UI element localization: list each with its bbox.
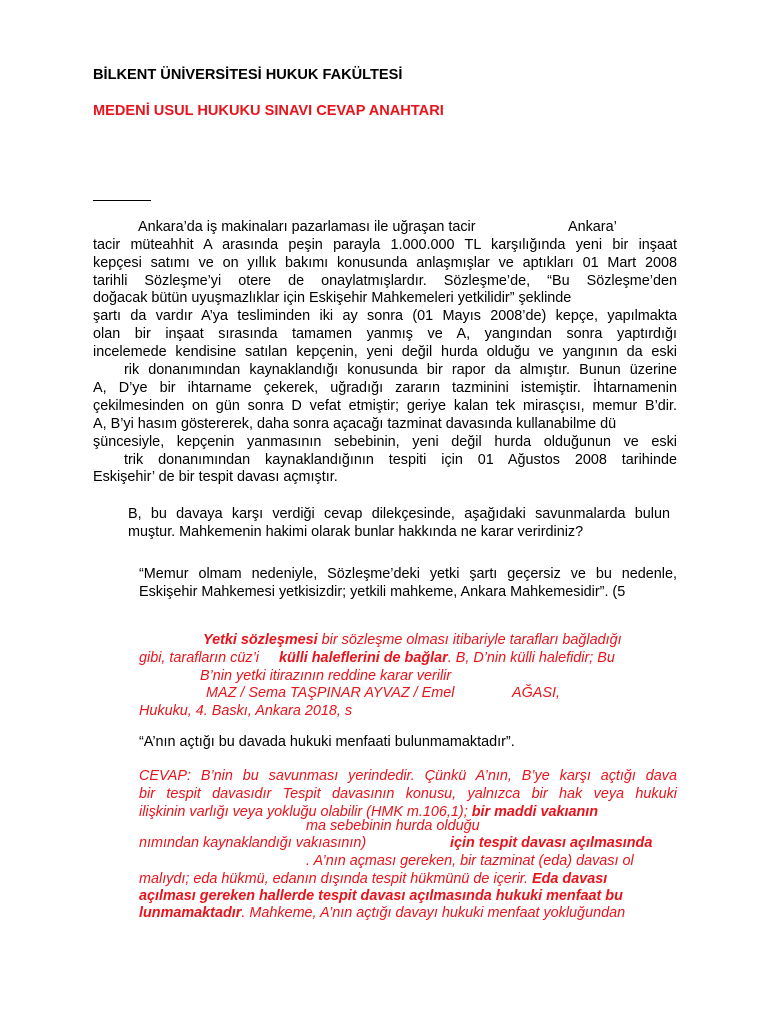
case-line: A, D’ye bir ihtarname çekerek, uğradığı zararın tazminini istemiştir. İhtarnamenin	[93, 380, 677, 396]
answer-line	[139, 904, 625, 922]
case-line: doğacak bütün uyuşmazlıklar için Eskişehir Mahkemeleri yetkilidir” şeklinde	[93, 290, 572, 306]
answer-line: CEVAP: B’nin bu savunması yerindedir. Çünkü A’nın, B’ye karşı açtığı dava	[139, 768, 677, 784]
defense-quote: “Memur olmam nedeniyle, Sözleşme’deki yetki şartı geçersiz ve bu nedenle,	[139, 566, 677, 582]
answer-line: B’nin yetki itirazının reddine karar verilir	[200, 668, 452, 684]
answer-line: nımından kaynaklandığı vakıasının)	[139, 835, 367, 851]
case-line: tarihli Sözleşme’yi otere de onaylatmışlardır. Sözleşme’de, “Bu Sözleşme’den	[93, 273, 677, 289]
case-line: rik donanımından kaynaklandığı konusunda bir rapor da almıştır. Bunun üzerine	[124, 362, 677, 378]
divider-rule	[93, 200, 151, 201]
answer-line	[203, 631, 622, 649]
case-line: A, B’yi hasım göstererek, daha sonra açacağı tazminat davasında kullanabilme dü	[93, 416, 617, 432]
answer-line	[139, 649, 615, 667]
answer-text: gibi, tarafların cüz’i	[139, 650, 259, 666]
answer-bold: bir maddi vakıanın	[471, 804, 599, 820]
case-line: şüncesiyle, kepçenin yanmasının sebebinin, yeni değil hurda olduğunun ve eski	[93, 434, 677, 450]
answer-line: bir tespit davasıdır Tespit davasının konusu, yalnızca bir hak veya hukuki	[139, 786, 677, 802]
citation-line: MAZ / Sema TAŞPINAR AYVAZ / Emel	[206, 685, 455, 701]
answer-line: ma sebebinin hurda olduğu	[306, 818, 480, 834]
case-line: incelemede kendisine satılan kepçenin, yeni değil hurda olduğu ve yangının da eski	[93, 344, 677, 360]
case-line: Eskişehir’ de bir tespit davası açmıştır.	[93, 469, 338, 485]
case-line: çekilmesinden on gün sonra D vefat etmiştir; geriye kalan tek mirasçısı, memur B’dir.	[93, 398, 677, 414]
case-line: kepçesi satımı ve on yıllık bakımı konusunda anlaşmışlar ve aptıkları 01 Mart 2008	[93, 255, 677, 271]
answer-text: ilişkinin varlığı veya yokluğu olabilir (HMK m.106,1);	[139, 804, 472, 820]
answer-bold: Yetki sözleşmesi	[203, 632, 318, 648]
citation-line: AĞASI,	[512, 685, 560, 701]
answer-line	[139, 870, 607, 888]
case-line: Ankara’	[568, 219, 617, 235]
case-line: tacir müteahhit A arasında peşin parayla 1.000.000 TL karşılığında yeni bir inşaat	[93, 237, 677, 253]
answer-bold: lunmamaktadır	[139, 905, 242, 921]
question-line: B, bu davaya karşı verdiği cevap dilekçesinde, aşağıdaki savunmalarda bulun	[128, 506, 670, 522]
answer-bold: için tespit davası açılmasında	[450, 835, 653, 851]
answer-bold: açılması gereken hallerde tespit davası açılmasında hukuki menfaat bu	[139, 888, 623, 904]
citation-line: Hukuku, 4. Baskı, Ankara 2018, s	[139, 703, 353, 719]
answer-text: . B, D’nin külli halefidir; Bu	[447, 650, 615, 666]
case-line: olan bir inşaat sırasında tamamen yanmış ve A, yangından sonra yaptırdığı	[93, 326, 677, 342]
answer-line: . A’nın açması gereken, bir tazminat (eda) davası ol	[306, 853, 634, 869]
question-line: muştur. Mahkemenin hakimi olarak bunlar hakkında ne karar verirdiniz?	[128, 524, 584, 540]
defense-quote: “A’nın açtığı bu davada hukuki menfaati bulunmamaktadır”.	[139, 734, 515, 750]
case-line: Ankara’da iş makinaları pazarlaması ile uğraşan tacir	[138, 219, 476, 235]
answer-bold: külli haleflerini de bağlar	[278, 650, 448, 666]
defense-quote: Eskişehir Mahkemesi yetkisizdir; yetkili mahkeme, Ankara Mahkemesidir”. (5	[139, 584, 626, 600]
faculty-heading: BİLKENT ÜNİVERSİTESİ HUKUK FAKÜLTESİ	[93, 67, 403, 83]
case-line: şartı da vardır A’ya tesliminden iki ay sonra (01 Mayıs 2008’de) kepçe, yapılmakta	[93, 308, 677, 324]
answer-text: bir sözleşme olması itibariyle tarafları bağladığı	[317, 632, 622, 648]
answer-bold: Eda davası	[532, 871, 608, 887]
exam-title: MEDENİ USUL HUKUKU SINAVI CEVAP ANAHTARI	[93, 103, 444, 119]
case-line: trik donanımından kaynaklandığının tespiti için 01 Ağustos 2008 tarihinde	[124, 452, 677, 468]
answer-text: malıydı; eda hükmü, edanın dışında tespit hükmünü de içerir.	[139, 871, 533, 887]
answer-text: . Mahkeme, A’nın açtığı davayı hukuki menfaat yokluğundan	[241, 905, 626, 921]
